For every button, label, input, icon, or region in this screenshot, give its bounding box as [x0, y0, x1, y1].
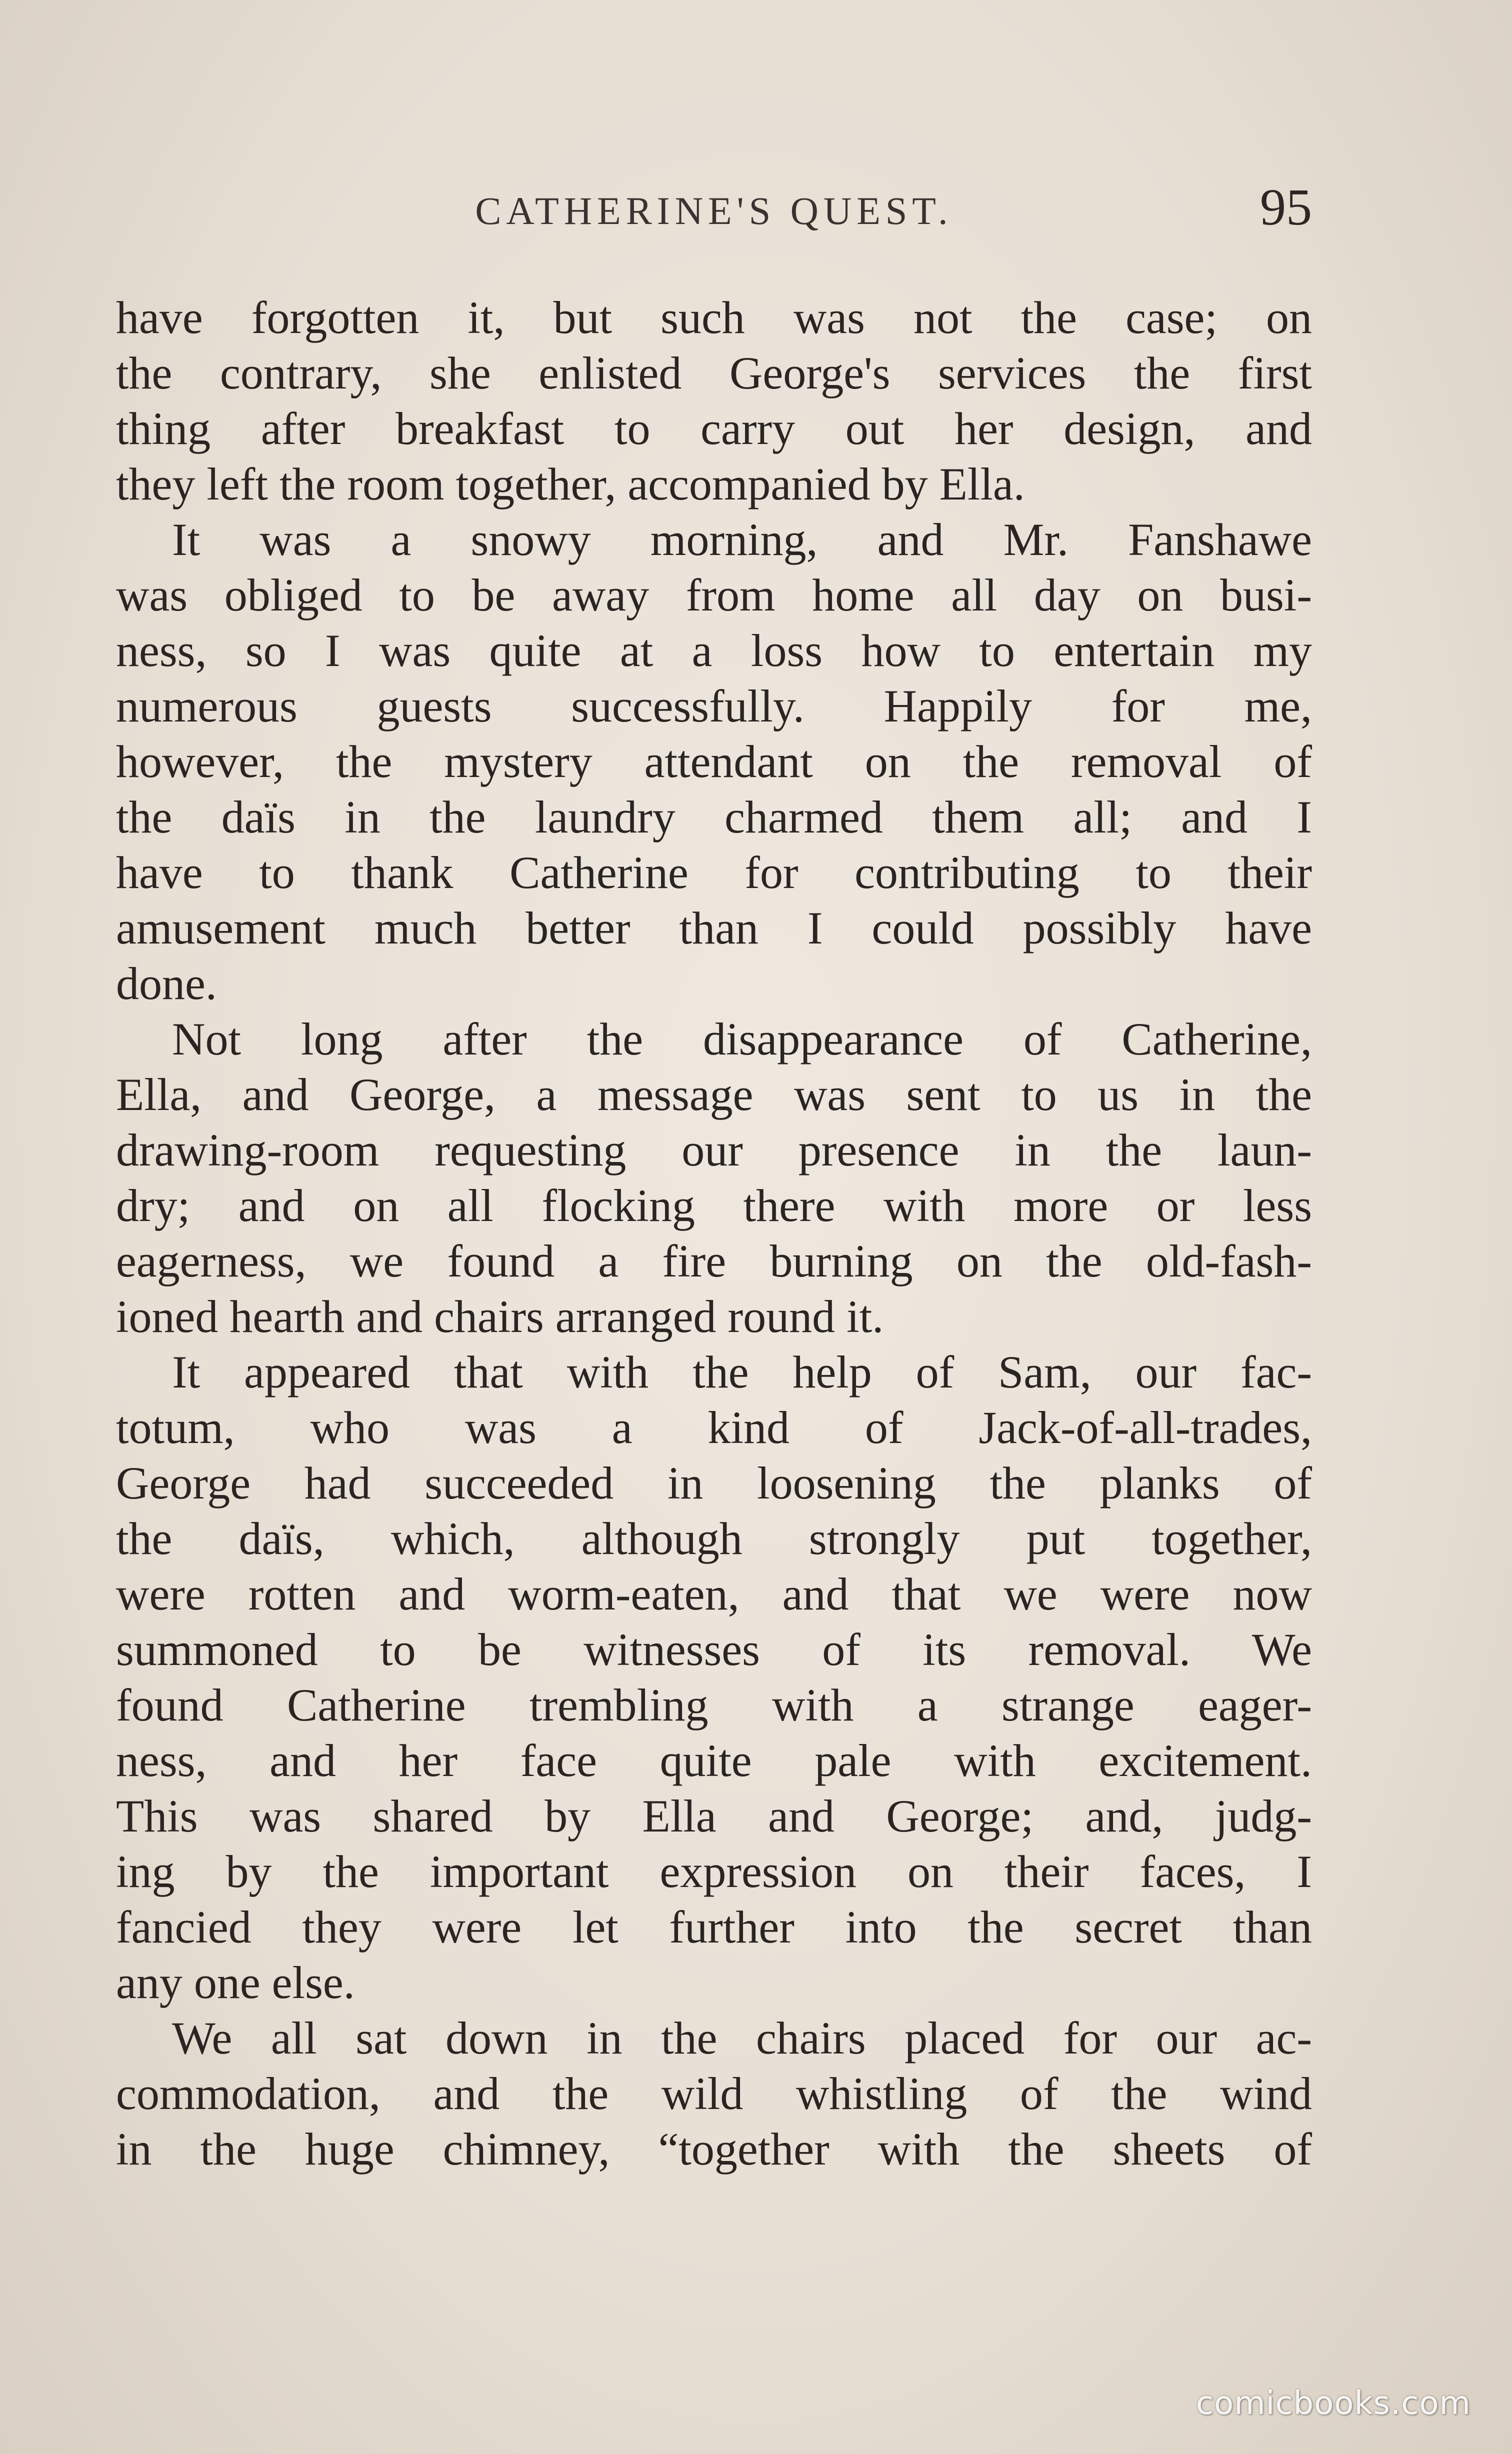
- text-line: in the huge chimney, “together with the sheets of: [116, 2124, 1312, 2174]
- text-line: the contrary, she enlisted George's services the first: [116, 348, 1312, 398]
- text-line: were rotten and worm-eaten, and that we were now: [116, 1568, 1312, 1620]
- body-text: [116, 290, 1312, 2177]
- text-line: drawing-room requesting our presence in the laun-: [116, 1124, 1312, 1176]
- text-line: fancied they were let further into the secret than: [116, 1902, 1312, 1952]
- text-line: have forgotten it, but such was not the case; on: [116, 292, 1312, 343]
- paragraph-start-line: It was a snowy morning, and Mr. Fanshawe: [172, 514, 1312, 565]
- text-line: have to thank Catherine for contributing to their: [116, 847, 1312, 898]
- text-line: ing by the important expression on their faces, I: [116, 1846, 1312, 1897]
- text-line: found Catherine trembling with a strange eager-: [116, 1680, 1312, 1730]
- text-line: eagerness, we found a fire burning on the old-fash-: [116, 1236, 1312, 1286]
- text-line: however, the mystery attendant on the removal of: [116, 736, 1312, 787]
- text-line: the daïs in the laundry charmed them all; and I: [116, 792, 1312, 842]
- text-line: totum, who was a kind of Jack-of-all-trades,: [116, 1402, 1312, 1453]
- text-line: George had succeeded in loosening the planks of: [116, 1458, 1312, 1508]
- paragraph-start-line: Not long after the disappearance of Catherine,: [172, 1014, 1312, 1064]
- text-line: they left the room together, accompanied by Ella.: [116, 458, 1025, 510]
- text-line: any one else.: [116, 1957, 355, 2008]
- paragraph-start-line: It appeared that with the help of Sam, our fac-: [172, 1346, 1312, 1398]
- text-line: dry; and on all flocking there with more or less: [116, 1180, 1312, 1231]
- text-line: Ella, and George, a message was sent to us in the: [116, 1069, 1312, 1120]
- text-line: was obliged to be away from home all day on busi-: [116, 570, 1312, 620]
- text-line: commodation, and the wild whistling of the wind: [116, 2068, 1312, 2119]
- text-line: thing after breakfast to carry out her design, and: [116, 403, 1312, 454]
- running-title: CATHERINE'S QUEST.: [475, 189, 953, 232]
- text-line: ioned hearth and chairs arranged round it.: [116, 1291, 884, 1342]
- text-line: the daïs, which, although strongly put together,: [116, 1513, 1312, 1564]
- text-line: summoned to be witnesses of its removal. We: [116, 1624, 1312, 1675]
- text-line: This was shared by Ella and George; and, judg-: [116, 1790, 1312, 1842]
- text-line: amusement much better than I could possibly have: [116, 902, 1312, 954]
- text-line: done.: [116, 958, 217, 1009]
- page-header: [116, 178, 1312, 238]
- paragraph-start-line: We all sat down in the chairs placed for our ac-: [172, 2012, 1312, 2064]
- text-line: ness, so I was quite at a loss how to entertain my: [116, 625, 1312, 676]
- watermark: comicbooks.com: [1196, 2385, 1471, 2422]
- text-line: ness, and her face quite pale with excitement.: [116, 1735, 1312, 1786]
- page-number: 95: [1260, 178, 1312, 236]
- text-line: numerous guests successfully. Happily for me,: [116, 680, 1312, 732]
